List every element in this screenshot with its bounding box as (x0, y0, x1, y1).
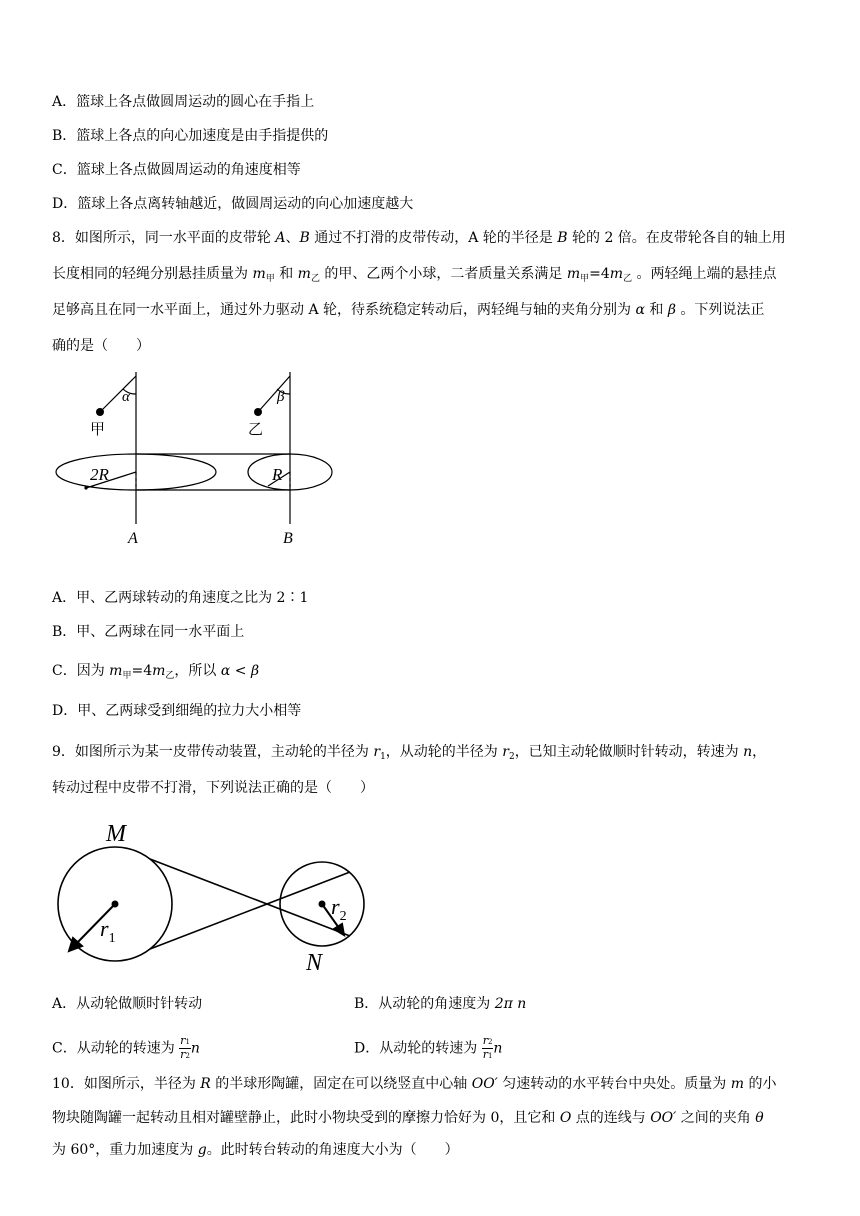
q9-stem-line1: 9．如图所示为某一皮带传动装置，主动轮的半径为 $r_1$，从动轮的半径为 $r_2$，已知主动轮做顺时针转动，转速为 n， (52, 744, 767, 762)
fig9-label-m: M (106, 821, 126, 847)
fig8-radius-r-label: R (272, 465, 283, 484)
fig8-radius-2r-label: 2R (90, 465, 109, 484)
q8-option-b: B．甲、乙两球在同一水平面上 (52, 624, 245, 640)
fig9-label-r1: $r_1$ (100, 916, 116, 946)
q8-stem-line3: 足够高且在同一水平面上，通过外力驱动 A 轮，待系统稳定转动后，两轻绳与轴的夹角分别为 α 和 β 。下列说法正 (52, 302, 765, 318)
q9-option-d-fraction: $\frac{r2}{r1}$ (482, 1034, 493, 1061)
q9-stem-line2: 转动过程中皮带不打滑，下列说法正确的是（ ） (52, 780, 374, 796)
q9-option-a: A．从动轮做顺时针转动 (52, 996, 203, 1012)
q8-figure (50, 368, 340, 550)
fig8-axis-b-label: B (283, 530, 293, 547)
fig8-alpha-label: α (122, 389, 130, 405)
q7-option-b: B．篮球上各点的向心加速度是由手指提供的 (52, 128, 329, 144)
q8-option-d: D．甲、乙两球受到细绳的拉力大小相等 (52, 703, 302, 719)
fig8-axis-a-label: A (128, 530, 138, 547)
q8-option-c: C．因为 $m_甲=4m_乙$，所以 α < β (52, 663, 260, 681)
q9-option-c-fraction: $\frac{r1}{r2}$ (180, 1034, 190, 1061)
fig9-label-n: N (306, 950, 323, 976)
q10-stem-line3: 为 60°，重力加速度为 g。此时转台转动的角速度大小为（ ） (52, 1142, 459, 1158)
fig8-yi-label: 乙 (248, 422, 264, 438)
fig8-jia-label: 甲 (90, 422, 106, 438)
q9-figure (52, 814, 372, 974)
q9-option-c: C．从动轮的转速为 $\frac{r1}{r2}$ n (52, 1034, 200, 1061)
fig8-beta-label: β (277, 389, 285, 405)
q9-option-d: D．从动轮的转速为 $\frac{r2}{r1}$ n (354, 1034, 503, 1061)
fig9-label-r2: $r_2$ (331, 894, 347, 924)
q10-stem-line1: 10．如图所示，半径为 R 的半球形陶罐，固定在可以绕竖直中心轴 OO′ 匀速转动的水平转台中央处。质量为 m 的小 (52, 1076, 777, 1092)
q9-option-b: B．从动轮的角速度为 2π n (354, 996, 527, 1012)
q7-option-c: C．篮球上各点做圆周运动的角速度相等 (52, 162, 301, 178)
q8-stem-line2: 长度相同的轻绳分别悬挂质量为 $m_甲$ 和 $m_乙$ 的甲、乙两个小球，二者质量关系满足 $m_甲=4m_乙$ 。两轻绳上端的悬挂点 (52, 266, 777, 284)
q10-stem-line2: 物块随陶罐一起转动且相对罐壁静止，此时小物块受到的摩擦力恰好为 0，且它和 O 点的连线与 OO′ 之间的夹角 θ (52, 1110, 764, 1126)
q7-option-d: D．篮球上各点离转轴越近，做圆周运动的向心加速度越大 (52, 196, 414, 212)
q8-option-a: A．甲、乙两球转动的角速度之比为 2∶1 (52, 590, 309, 606)
q8-stem-line4: 确的是（ ） (52, 338, 150, 354)
q7-option-a: A．篮球上各点做圆周运动的圆心在手指上 (52, 94, 315, 110)
q8-stem-line1: 8．如图所示，同一水平面的皮带轮 A、B 通过不打滑的皮带传动，A 轮的半径是 B 轮的 2 倍。在皮带轮各自的轴上用 (52, 230, 786, 246)
